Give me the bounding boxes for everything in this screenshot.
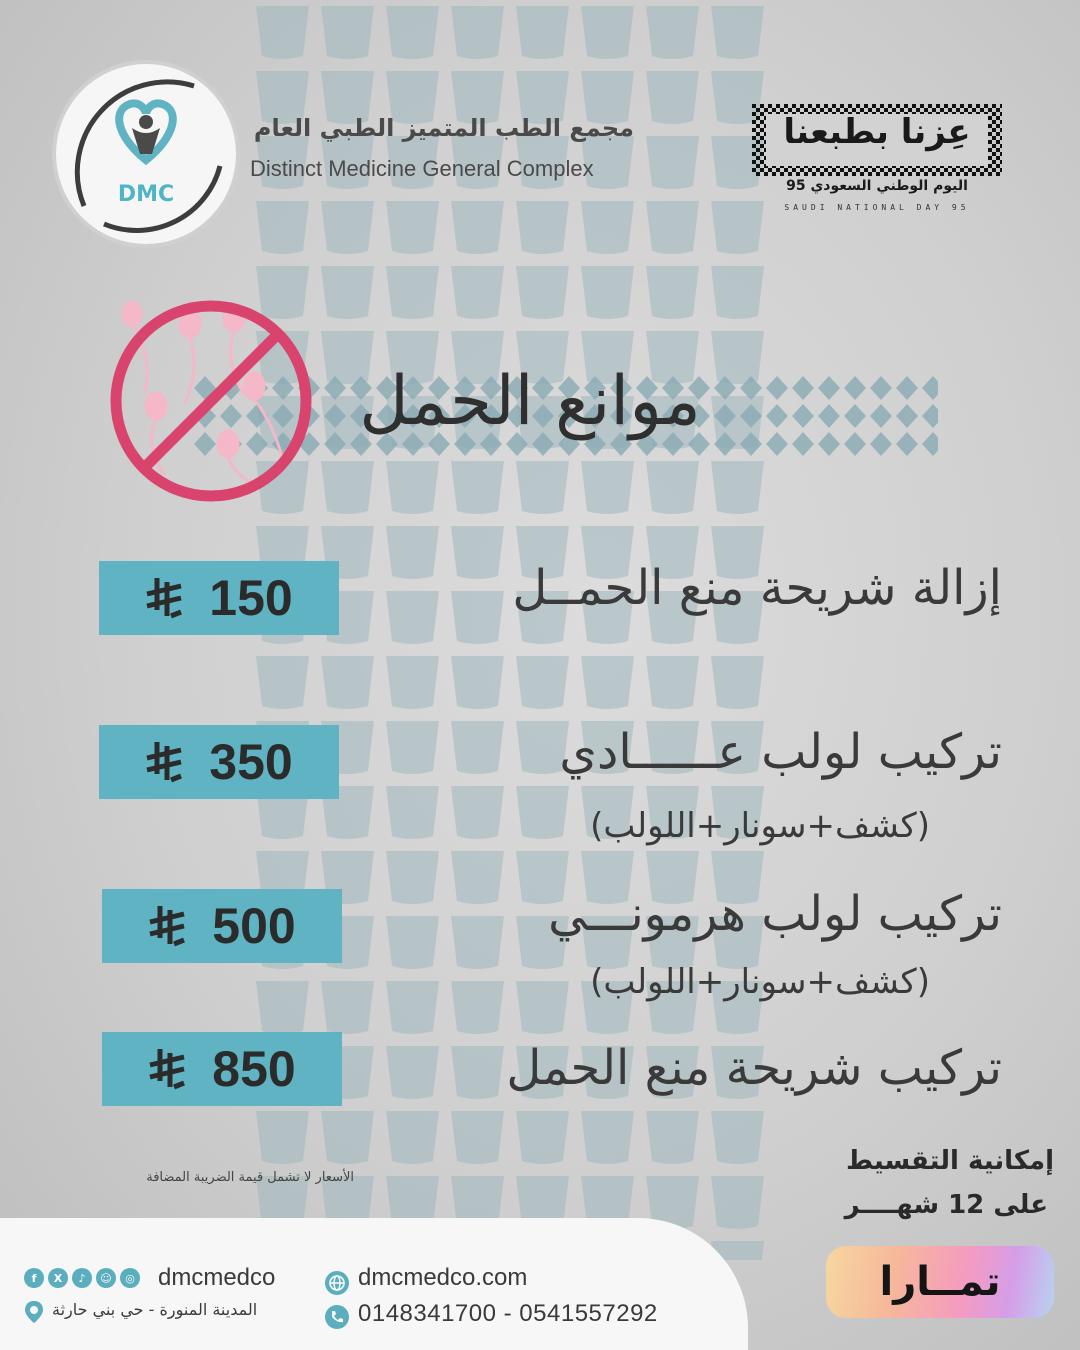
social-handle[interactable]: dmcmedco <box>158 1264 276 1291</box>
price-tag <box>102 889 342 963</box>
location-pin-icon <box>24 1300 44 1324</box>
snapchat-icon[interactable]: ☺ <box>96 1268 116 1288</box>
vat-note: الأسعار لا تشمل قيمة الضريبة المضافة <box>146 1170 354 1185</box>
installment-line-1: إمكانية التقسيط <box>846 1146 1054 1176</box>
price-tag <box>99 561 339 635</box>
tiktok-icon[interactable]: ♪ <box>72 1268 92 1288</box>
riyal-icon <box>148 1047 186 1091</box>
phone-icon <box>324 1304 350 1330</box>
national-day-title: عِزنا بطبعنا <box>783 112 971 152</box>
x-icon[interactable]: X <box>48 1268 68 1288</box>
address: المدينة المنورة - حي بني حارثة <box>52 1300 258 1319</box>
riyal-icon <box>148 904 186 948</box>
service-note: (كشف+سونار+اللولب) <box>590 806 930 846</box>
service-name: تركيب شريحة منع الحمل <box>506 1040 1002 1096</box>
phone-numbers[interactable]: 0148341700 - 0541557292 <box>358 1300 658 1327</box>
riyal-icon <box>145 576 183 620</box>
service-name: إزالة شريحة منع الحمــل <box>512 560 1002 616</box>
service-name: تركيب لولب هرمونـــي <box>548 886 1002 942</box>
org-name-arabic: مجمع الطب المتميز الطبي العام <box>253 114 634 142</box>
website-link[interactable]: dmcmedco.com <box>358 1264 528 1291</box>
social-icons <box>24 1268 140 1288</box>
service-note: (كشف+سونار+اللولب) <box>590 962 930 1002</box>
national-day-english: SAUDI NATIONAL DAY 95 <box>784 203 970 212</box>
logo-swoosh <box>44 56 234 246</box>
national-day-badge <box>752 104 1002 176</box>
price-tag <box>99 725 339 799</box>
page-title: موانع الحمل <box>359 362 701 441</box>
org-name-english: Distinct Medicine General Complex <box>250 156 594 181</box>
price-value: 500 <box>212 898 296 954</box>
installment-line-2: على 12 شهــــر <box>844 1190 1048 1220</box>
logo-text: DMC <box>117 182 175 207</box>
no-pregnancy-icon <box>104 294 318 508</box>
national-day-subtitle: اليوم الوطني السعودي 95 <box>786 178 968 194</box>
facebook-icon[interactable]: f <box>24 1268 44 1288</box>
price-tag <box>102 1032 342 1106</box>
price-value: 350 <box>209 734 293 790</box>
price-value: 850 <box>212 1041 296 1097</box>
tamara-logo: تمــارا <box>826 1246 1054 1318</box>
instagram-icon[interactable]: ◎ <box>120 1268 140 1288</box>
globe-icon <box>324 1270 350 1296</box>
service-name: تركيب لولب عــــــادي <box>559 724 1002 780</box>
riyal-icon <box>145 740 183 784</box>
price-value: 150 <box>209 570 293 626</box>
